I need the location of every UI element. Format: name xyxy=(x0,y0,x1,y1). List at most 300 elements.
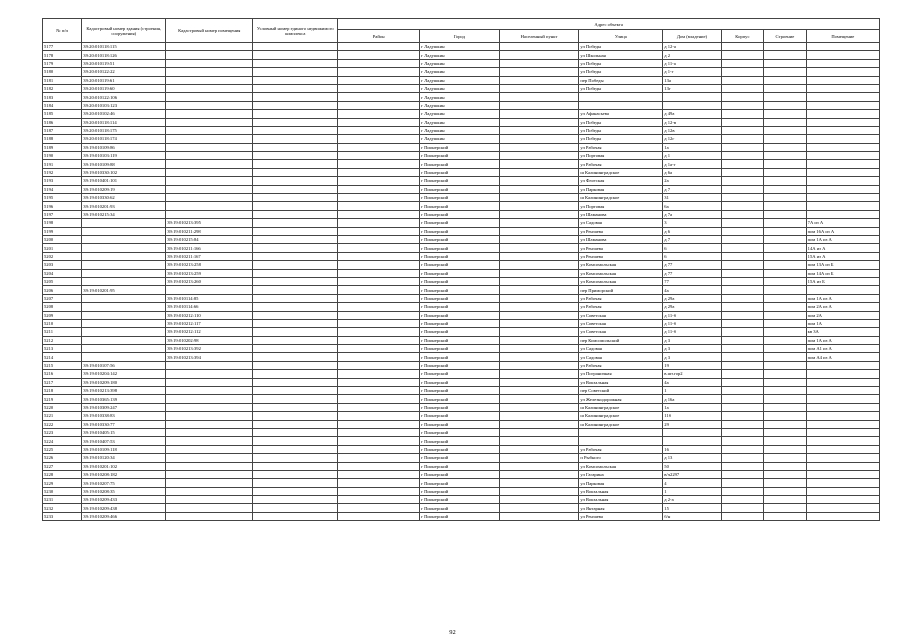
cell-street: ул Рабочая xyxy=(579,143,663,151)
cell-num: 5189 xyxy=(43,143,82,151)
cell-room: пом 2А xyxy=(806,311,879,319)
cell-street: ул Советская xyxy=(579,311,663,319)
cell-street: ул Шаманова xyxy=(579,210,663,218)
cell-num: 5182 xyxy=(43,84,82,92)
cell-city: г Пионерский xyxy=(420,387,500,395)
cell-building xyxy=(764,378,806,386)
cell-complex-number xyxy=(253,487,338,495)
cell-street: ул Рензаева xyxy=(579,512,663,520)
cell-room-cadastral: 39:19:010215:84 xyxy=(166,235,253,243)
cell-corpus xyxy=(721,286,763,294)
cell-room-cadastral xyxy=(166,504,253,512)
cell-room xyxy=(806,403,879,411)
cell-house: д 12г xyxy=(663,135,721,143)
cell-building xyxy=(764,93,806,101)
header-settlement: Населенный пункт xyxy=(499,30,579,43)
cell-room-cadastral xyxy=(166,210,253,218)
cell-building-cadastral: 39:19:010109:118 xyxy=(82,445,166,453)
cell-district xyxy=(338,395,420,403)
cell-settlement xyxy=(499,428,579,436)
cell-complex-number xyxy=(253,378,338,386)
cell-city: г Пионерский xyxy=(420,361,500,369)
cell-num: 5216 xyxy=(43,370,82,378)
cell-city: г Пионерский xyxy=(420,235,500,243)
table-row xyxy=(43,403,880,411)
cell-corpus xyxy=(721,235,763,243)
cell-building-cadastral: 39:19:010201:102 xyxy=(82,462,166,470)
cell-settlement xyxy=(499,353,579,361)
table-row xyxy=(43,118,880,126)
cell-settlement xyxy=(499,110,579,118)
cell-complex-number xyxy=(253,395,338,403)
cell-room-cadastral xyxy=(166,428,253,436)
cell-building xyxy=(764,118,806,126)
cell-house: 4а xyxy=(663,286,721,294)
cell-city: г Ладушкин xyxy=(420,43,500,51)
cell-corpus xyxy=(721,160,763,168)
cell-street: ул Победы xyxy=(579,59,663,67)
cell-house: 77 xyxy=(663,277,721,285)
cell-complex-number xyxy=(253,462,338,470)
cell-street: ул Портовая xyxy=(579,152,663,160)
cell-building xyxy=(764,387,806,395)
cell-num: 5200 xyxy=(43,235,82,243)
cell-room-cadastral xyxy=(166,286,253,294)
cell-building-cadastral xyxy=(82,311,166,319)
cell-street: ул Парковая xyxy=(579,185,663,193)
cell-street: ш Калининградское xyxy=(579,412,663,420)
cell-district xyxy=(338,194,420,202)
cell-house: 50 xyxy=(663,462,721,470)
cell-building-cadastral: 39:19:010401:101 xyxy=(82,177,166,185)
cell-room: пом А1 из А xyxy=(806,345,879,353)
cell-room-cadastral xyxy=(166,160,253,168)
cell-house: д 77 xyxy=(663,269,721,277)
cell-building-cadastral xyxy=(82,353,166,361)
cell-room-cadastral xyxy=(166,101,253,109)
cell-city: г Пионерский xyxy=(420,353,500,361)
cell-corpus xyxy=(721,244,763,252)
cell-house: 6 xyxy=(663,244,721,252)
cell-district xyxy=(338,286,420,294)
cell-room-cadastral xyxy=(166,202,253,210)
cell-room xyxy=(806,370,879,378)
cell-room-cadastral xyxy=(166,59,253,67)
cell-city: г Пионерский xyxy=(420,395,500,403)
cell-room xyxy=(806,135,879,143)
cell-building xyxy=(764,361,806,369)
cell-district xyxy=(338,160,420,168)
cell-district xyxy=(338,168,420,176)
cell-district xyxy=(338,428,420,436)
cell-corpus xyxy=(721,43,763,51)
cell-district xyxy=(338,185,420,193)
cell-settlement xyxy=(499,244,579,252)
cell-city: г Ладушкин xyxy=(420,135,500,143)
cell-city: г Пионерский xyxy=(420,219,500,227)
header-room: Помещение xyxy=(806,30,879,43)
cell-building-cadastral xyxy=(82,345,166,353)
cell-building-cadastral: 39:19:010209:438 xyxy=(82,504,166,512)
cell-city: г Пионерский xyxy=(420,311,500,319)
cell-settlement xyxy=(499,395,579,403)
cell-district xyxy=(338,420,420,428)
cell-building xyxy=(764,177,806,185)
cell-building-cadastral: 39:20:010103:123 xyxy=(82,101,166,109)
cell-num: 5230 xyxy=(43,487,82,495)
cell-district xyxy=(338,496,420,504)
cell-district xyxy=(338,387,420,395)
cell-corpus xyxy=(721,487,763,495)
cell-building-cadastral: 39:19:010309:247 xyxy=(82,403,166,411)
cell-complex-number xyxy=(253,512,338,520)
cell-building xyxy=(764,210,806,218)
cell-building-cadastral: 39:19:010201:95 xyxy=(82,286,166,294)
cell-house: в.шт.гор2 xyxy=(663,370,721,378)
cell-complex-number xyxy=(253,319,338,327)
cell-complex-number xyxy=(253,311,338,319)
cell-settlement xyxy=(499,454,579,462)
cell-house: 4 xyxy=(663,479,721,487)
cell-street: ул Победы xyxy=(579,84,663,92)
cell-district xyxy=(338,202,420,210)
cell-settlement xyxy=(499,370,579,378)
cell-city: г Пионерский xyxy=(420,261,500,269)
cell-street: ул Победы xyxy=(579,68,663,76)
cell-corpus xyxy=(721,110,763,118)
cell-building xyxy=(764,428,806,436)
cell-house: 1а xyxy=(663,403,721,411)
table-row xyxy=(43,51,880,59)
cell-corpus xyxy=(721,168,763,176)
cell-room xyxy=(806,210,879,218)
cell-building xyxy=(764,43,806,51)
cell-num: 5228 xyxy=(43,470,82,478)
cell-settlement xyxy=(499,512,579,520)
cell-complex-number xyxy=(253,202,338,210)
cell-complex-number xyxy=(253,244,338,252)
cell-complex-number xyxy=(253,51,338,59)
cell-district xyxy=(338,59,420,67)
cell-complex-number xyxy=(253,479,338,487)
cell-district xyxy=(338,118,420,126)
cell-building-cadastral xyxy=(82,328,166,336)
cell-corpus xyxy=(721,177,763,185)
cell-house: 2а xyxy=(663,177,721,185)
cell-room xyxy=(806,361,879,369)
cell-complex-number xyxy=(253,420,338,428)
cell-city: г Пионерский xyxy=(420,168,500,176)
cell-complex-number xyxy=(253,84,338,92)
cell-num: 5224 xyxy=(43,437,82,445)
cell-room xyxy=(806,462,879,470)
cell-corpus xyxy=(721,378,763,386)
table-row xyxy=(43,235,880,243)
cell-num: 5233 xyxy=(43,512,82,520)
cell-building-cadastral: 39:19:010207:75 xyxy=(82,479,166,487)
cell-city: г Пионерский xyxy=(420,412,500,420)
cell-corpus xyxy=(721,387,763,395)
cell-room-cadastral xyxy=(166,470,253,478)
cell-num: 5188 xyxy=(43,135,82,143)
cell-building-cadastral: 39:20:010102:46 xyxy=(82,110,166,118)
cell-city: г Пионерский xyxy=(420,194,500,202)
cell-street: пер Приморский xyxy=(579,286,663,294)
cell-house xyxy=(663,93,721,101)
cell-district xyxy=(338,277,420,285)
cell-complex-number xyxy=(253,336,338,344)
cell-house: д 3 xyxy=(663,336,721,344)
cell-corpus xyxy=(721,227,763,235)
cell-room xyxy=(806,387,879,395)
cell-settlement xyxy=(499,252,579,260)
cell-settlement xyxy=(499,227,579,235)
cell-room xyxy=(806,470,879,478)
cell-building xyxy=(764,437,806,445)
cell-house: 16 xyxy=(663,445,721,453)
cell-room xyxy=(806,286,879,294)
cell-room-cadastral xyxy=(166,479,253,487)
cell-building xyxy=(764,76,806,84)
cell-district xyxy=(338,487,420,495)
cell-complex-number xyxy=(253,387,338,395)
cell-city: г Пионерский xyxy=(420,479,500,487)
cell-house: д 13 xyxy=(663,454,721,462)
table-row xyxy=(43,126,880,134)
cell-num: 5184 xyxy=(43,101,82,109)
cell-building-cadastral xyxy=(82,277,166,285)
cell-house: д 16а xyxy=(663,395,721,403)
cell-city: г Пионерский xyxy=(420,445,500,453)
cell-complex-number xyxy=(253,370,338,378)
cell-building xyxy=(764,403,806,411)
cell-house: д 1-г xyxy=(663,68,721,76)
cell-street: ул Рабочая xyxy=(579,294,663,302)
cell-num: 5218 xyxy=(43,387,82,395)
cell-room-cadastral: 39:19:010212:110 xyxy=(166,311,253,319)
table-row xyxy=(43,84,880,92)
cell-corpus xyxy=(721,210,763,218)
cell-street: ул Гагарина xyxy=(579,470,663,478)
cell-num: 5198 xyxy=(43,219,82,227)
cell-num: 5185 xyxy=(43,110,82,118)
cell-complex-number xyxy=(253,286,338,294)
cell-street: ул Рабочая xyxy=(579,361,663,369)
cell-corpus xyxy=(721,76,763,84)
cell-num: 5222 xyxy=(43,420,82,428)
cell-building xyxy=(764,487,806,495)
table-row xyxy=(43,487,880,495)
cell-num: 5186 xyxy=(43,118,82,126)
cell-street: ул Вокзальная xyxy=(579,487,663,495)
cell-street: ул Садовая xyxy=(579,219,663,227)
cell-street: пер Советский xyxy=(579,387,663,395)
cell-room-cadastral xyxy=(166,387,253,395)
cell-house: д 77 xyxy=(663,261,721,269)
cell-num: 5192 xyxy=(43,168,82,176)
cell-room xyxy=(806,428,879,436)
cell-district xyxy=(338,43,420,51)
cell-building-cadastral xyxy=(82,227,166,235)
cell-district xyxy=(338,219,420,227)
cell-settlement xyxy=(499,319,579,327)
cell-house: д 11-б xyxy=(663,311,721,319)
table-row xyxy=(43,219,880,227)
cell-corpus xyxy=(721,412,763,420)
cell-street: ул Комсомольская xyxy=(579,277,663,285)
cell-building-cadastral: 39:19:010365:139 xyxy=(82,395,166,403)
table-row xyxy=(43,168,880,176)
cell-room-cadastral xyxy=(166,462,253,470)
cell-settlement xyxy=(499,496,579,504)
cell-num: 5214 xyxy=(43,353,82,361)
cell-settlement xyxy=(499,219,579,227)
cell-building xyxy=(764,328,806,336)
cell-district xyxy=(338,345,420,353)
cell-street: ул Портовая xyxy=(579,202,663,210)
cell-district xyxy=(338,261,420,269)
cell-room: пом 1А из А xyxy=(806,235,879,243)
cell-district xyxy=(338,68,420,76)
cell-district xyxy=(338,445,420,453)
cell-complex-number xyxy=(253,76,338,84)
cell-complex-number xyxy=(253,143,338,151)
cell-city: г Ладушкин xyxy=(420,68,500,76)
cell-district xyxy=(338,235,420,243)
cell-building-cadastral: 39:19:010107:56 xyxy=(82,361,166,369)
cell-settlement xyxy=(499,361,579,369)
cell-street: ш Калининградское xyxy=(579,168,663,176)
cell-building xyxy=(764,454,806,462)
cell-street: ул Советская xyxy=(579,319,663,327)
cell-street: ул Рабочая xyxy=(579,445,663,453)
cell-building-cadastral: 39:20:010119:61 xyxy=(82,76,166,84)
cell-settlement xyxy=(499,235,579,243)
table-row xyxy=(43,277,880,285)
cell-complex-number xyxy=(253,353,338,361)
cell-settlement xyxy=(499,445,579,453)
cell-complex-number xyxy=(253,68,338,76)
cell-building-cadastral: 39:19:010330:102 xyxy=(82,168,166,176)
cell-building xyxy=(764,261,806,269)
header-street: Улица xyxy=(579,30,663,43)
cell-settlement xyxy=(499,126,579,134)
cell-room-cadastral: 39:19:010213:259 xyxy=(166,269,253,277)
cell-corpus xyxy=(721,395,763,403)
cell-house: д 7а xyxy=(663,210,721,218)
cell-num: 5181 xyxy=(43,76,82,84)
cell-district xyxy=(338,311,420,319)
cell-street: ул Флотская xyxy=(579,177,663,185)
cell-num: 5215 xyxy=(43,361,82,369)
cell-corpus xyxy=(721,269,763,277)
cell-num: 5221 xyxy=(43,412,82,420)
cell-settlement xyxy=(499,84,579,92)
cell-building xyxy=(764,462,806,470)
cell-district xyxy=(338,336,420,344)
cell-num: 5201 xyxy=(43,244,82,252)
cell-room-cadastral xyxy=(166,76,253,84)
cell-settlement xyxy=(499,101,579,109)
cell-district xyxy=(338,361,420,369)
cell-building xyxy=(764,59,806,67)
cell-settlement xyxy=(499,378,579,386)
cell-room-cadastral: 39:19:010213:260 xyxy=(166,277,253,285)
table-row xyxy=(43,76,880,84)
cell-complex-number xyxy=(253,412,338,420)
cell-building xyxy=(764,101,806,109)
cell-room xyxy=(806,420,879,428)
cell-corpus xyxy=(721,420,763,428)
cell-settlement xyxy=(499,462,579,470)
cell-city: г Пионерский xyxy=(420,143,500,151)
cell-complex-number xyxy=(253,235,338,243)
cell-district xyxy=(338,252,420,260)
cell-corpus xyxy=(721,353,763,361)
cell-district xyxy=(338,319,420,327)
cell-city: г Пионерский xyxy=(420,336,500,344)
cell-building xyxy=(764,470,806,478)
cell-building-cadastral xyxy=(82,303,166,311)
cell-building-cadastral: 39:20:010119:60 xyxy=(82,84,166,92)
cell-settlement xyxy=(499,135,579,143)
cell-complex-number xyxy=(253,43,338,51)
cell-street: ул Рензаева xyxy=(579,227,663,235)
cell-settlement xyxy=(499,269,579,277)
cell-building xyxy=(764,345,806,353)
cell-complex-number xyxy=(253,361,338,369)
cell-room-cadastral xyxy=(166,185,253,193)
cell-complex-number xyxy=(253,445,338,453)
cell-settlement xyxy=(499,412,579,420)
cell-building-cadastral: 39:19:010338:83 xyxy=(82,412,166,420)
cell-house: д 7 xyxy=(663,185,721,193)
cell-city: г Пионерский xyxy=(420,420,500,428)
cell-settlement xyxy=(499,328,579,336)
cell-street: ул Победы xyxy=(579,43,663,51)
cell-building-cadastral: 39:19:010330:62 xyxy=(82,194,166,202)
cell-corpus xyxy=(721,479,763,487)
cell-room-cadastral: 39:19:010114:85 xyxy=(166,294,253,302)
cell-room-cadastral xyxy=(166,420,253,428)
cell-settlement xyxy=(499,152,579,160)
cell-house xyxy=(663,101,721,109)
cell-house: 13а xyxy=(663,76,721,84)
cell-building-cadastral: 39:20:010118:115 xyxy=(82,43,166,51)
cell-street: ул Афанасьева xyxy=(579,110,663,118)
cell-house: д 12-а xyxy=(663,43,721,51)
cell-settlement xyxy=(499,185,579,193)
cell-num: 5196 xyxy=(43,202,82,210)
page-number: 92 xyxy=(449,629,456,636)
cell-room-cadastral xyxy=(166,496,253,504)
cell-building xyxy=(764,395,806,403)
cell-house xyxy=(663,428,721,436)
cell-room-cadastral xyxy=(166,68,253,76)
cell-num: 5204 xyxy=(43,269,82,277)
cell-city: г Пионерский xyxy=(420,328,500,336)
cell-complex-number xyxy=(253,135,338,143)
cell-city: г Пионерский xyxy=(420,210,500,218)
cell-complex-number xyxy=(253,152,338,160)
table-row xyxy=(43,387,880,395)
cell-corpus xyxy=(721,51,763,59)
table-row xyxy=(43,227,880,235)
cell-corpus xyxy=(721,194,763,202)
cell-building-cadastral xyxy=(82,235,166,243)
cell-room-cadastral xyxy=(166,51,253,59)
cell-city: г Пионерский xyxy=(420,160,500,168)
